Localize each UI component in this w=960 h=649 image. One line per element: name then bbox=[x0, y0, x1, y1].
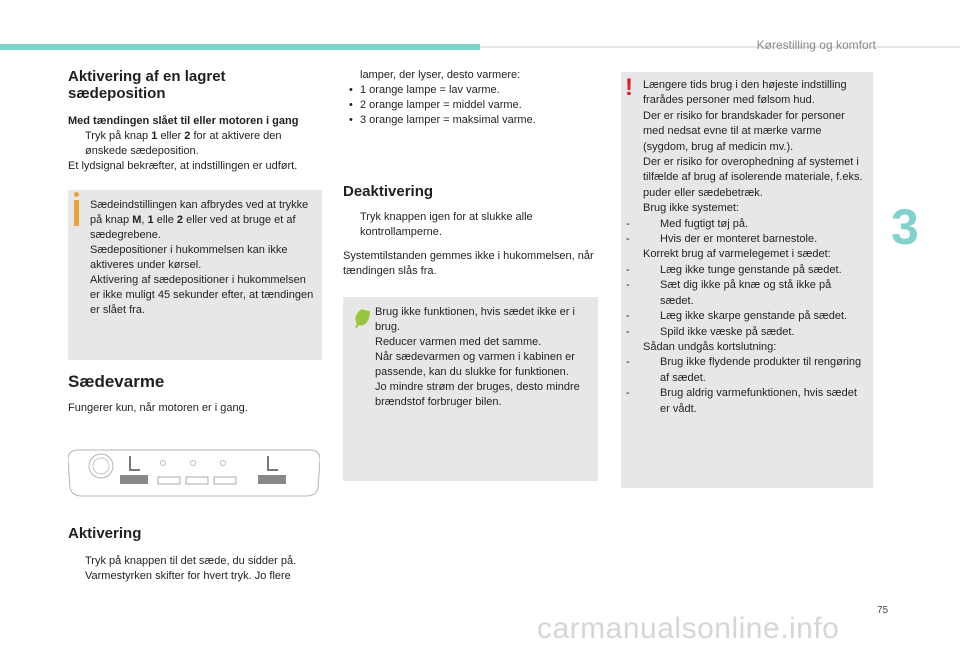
activation-heading: Aktivering bbox=[68, 525, 142, 542]
activation-section bbox=[68, 525, 326, 584]
correct-use-item: - Læg ikke tunge genstande på sædet. bbox=[626, 263, 842, 276]
info-box-memory bbox=[68, 190, 322, 360]
seat-heating-heading: Sædevarme bbox=[68, 372, 165, 391]
heat-level-1: • 1 orange lampe = lav varme. bbox=[349, 84, 500, 96]
info-no-driving: Sædepositioner i hukommelsen kan ikke aktiveres under kørsel. bbox=[90, 244, 288, 271]
heat-level-3: • 3 orange lamper = maksimal varme. bbox=[349, 114, 536, 126]
section-heading-memory: Aktivering af en lagret sædeposition bbox=[68, 68, 226, 102]
correct-use-item: - Spild ikke væske på sædet. bbox=[626, 325, 795, 338]
memory-subheading: Med tændingen slået til eller motoren i gang bbox=[68, 115, 299, 127]
eco-tip-1: Brug ikke funktionen, hvis sædet ikke er i brug. bbox=[375, 306, 575, 333]
seat-heating-panel-illustration bbox=[68, 448, 320, 498]
info-interrupt: Sædeindstillingen kan afbrydes ved at trykke på knap M, 1 elle 2 eller ved at bruge et af sædegrebene. bbox=[90, 199, 309, 241]
chapter-title: Kørestilling og komfort bbox=[756, 38, 876, 52]
heat-level-2: • 2 orange lamper = middel varme. bbox=[349, 99, 522, 111]
short-circuit-title: Sådan undgås kortslutning: bbox=[643, 340, 777, 353]
warning-overheat: Der er risiko for overophedning af systemet i tilfælde af brug af isolerende materiale, f.eks. puder eller sædebetræk. bbox=[643, 156, 863, 199]
memory-not-saved: Systemtilstanden gemmes ikke i hukommelsen, når tændingen slås fra. bbox=[343, 250, 594, 277]
seat-heating-text: Fungerer kun, når motoren er i gang. bbox=[68, 402, 248, 414]
short-circuit-item: - Brug ikke flydende produkter til rengøring af sædet. bbox=[626, 356, 862, 384]
warning-icon: ! bbox=[625, 74, 633, 101]
dont-use-item: - Med fugtigt tøj på. bbox=[626, 217, 749, 230]
header-divider bbox=[480, 46, 960, 48]
correct-use-item: - Læg ikke skarpe genstande på sædet. bbox=[626, 310, 848, 323]
eco-leaf-icon bbox=[351, 307, 373, 329]
chapter-number: 3 bbox=[891, 199, 919, 255]
short-circuit-item: - Brug aldrig varmefunktionen, hvis sædet er vådt. bbox=[626, 387, 857, 415]
seat-heating-section bbox=[68, 374, 326, 416]
eco-tip-2: Reducer varmen med det samme. bbox=[375, 336, 542, 348]
warning-box bbox=[621, 72, 873, 488]
activation-step-1: Tryk på knappen til det sæde, du sidder på. bbox=[85, 555, 297, 567]
warning-burn-risk: Der er risiko for brandskader for personer med nedsat evne til at mærke varme (sygdom, brug af medicin mv.). bbox=[643, 109, 845, 153]
info-45-seconds: Aktivering af sædepositioner i hukommelsen er ikke muligt 45 sekunder efter, at tændingen er slået fra. bbox=[90, 274, 314, 316]
dont-use-item: - Hvis der er monteret barnestole. bbox=[626, 233, 818, 246]
warning-do-not-use-title: Brug ikke systemet: bbox=[643, 202, 739, 215]
deactivation-step: Tryk knappen igen for at slukke alle kontrollamperne. bbox=[360, 211, 533, 238]
column-2 bbox=[343, 68, 601, 128]
eco-box bbox=[343, 297, 598, 481]
correct-use-title: Korrekt brug af varmelegemet i sædet: bbox=[643, 248, 831, 261]
deactivation-heading: Deaktivering bbox=[343, 183, 434, 200]
activation-continued: lamper, der lyser, desto varmere: bbox=[360, 69, 521, 81]
header-accent-bar bbox=[0, 44, 480, 50]
eco-tip-4: Jo mindre strøm der bruges, desto mindre brændstof forbruger bilen. bbox=[375, 381, 580, 408]
correct-use-item: - Sæt dig ikke på knæ og stå ikke på sædet. bbox=[626, 279, 832, 307]
eco-tip-3: Når sædevarmen og varmen i kabinen er passende, kan du slukke for funktionen. bbox=[375, 351, 575, 378]
watermark: carmanualsonline.info bbox=[537, 612, 840, 645]
column-1 bbox=[68, 68, 326, 174]
info-icon bbox=[74, 200, 79, 226]
page-number: 75 bbox=[877, 605, 889, 616]
activation-step-2: Varmestyrken skifter for hvert tryk. Jo flere bbox=[85, 570, 291, 582]
memory-step: Tryk på knap 1 eller 2 for at aktivere den ønskede sædeposition. bbox=[85, 130, 282, 157]
warning-high-setting: Længere tids brug i den højeste indstilling frarådes personer med følsom hud. bbox=[643, 79, 847, 107]
deactivation-section bbox=[343, 183, 601, 279]
memory-confirm: Et lydsignal bekræfter, at indstillingen er udført. bbox=[68, 160, 298, 172]
